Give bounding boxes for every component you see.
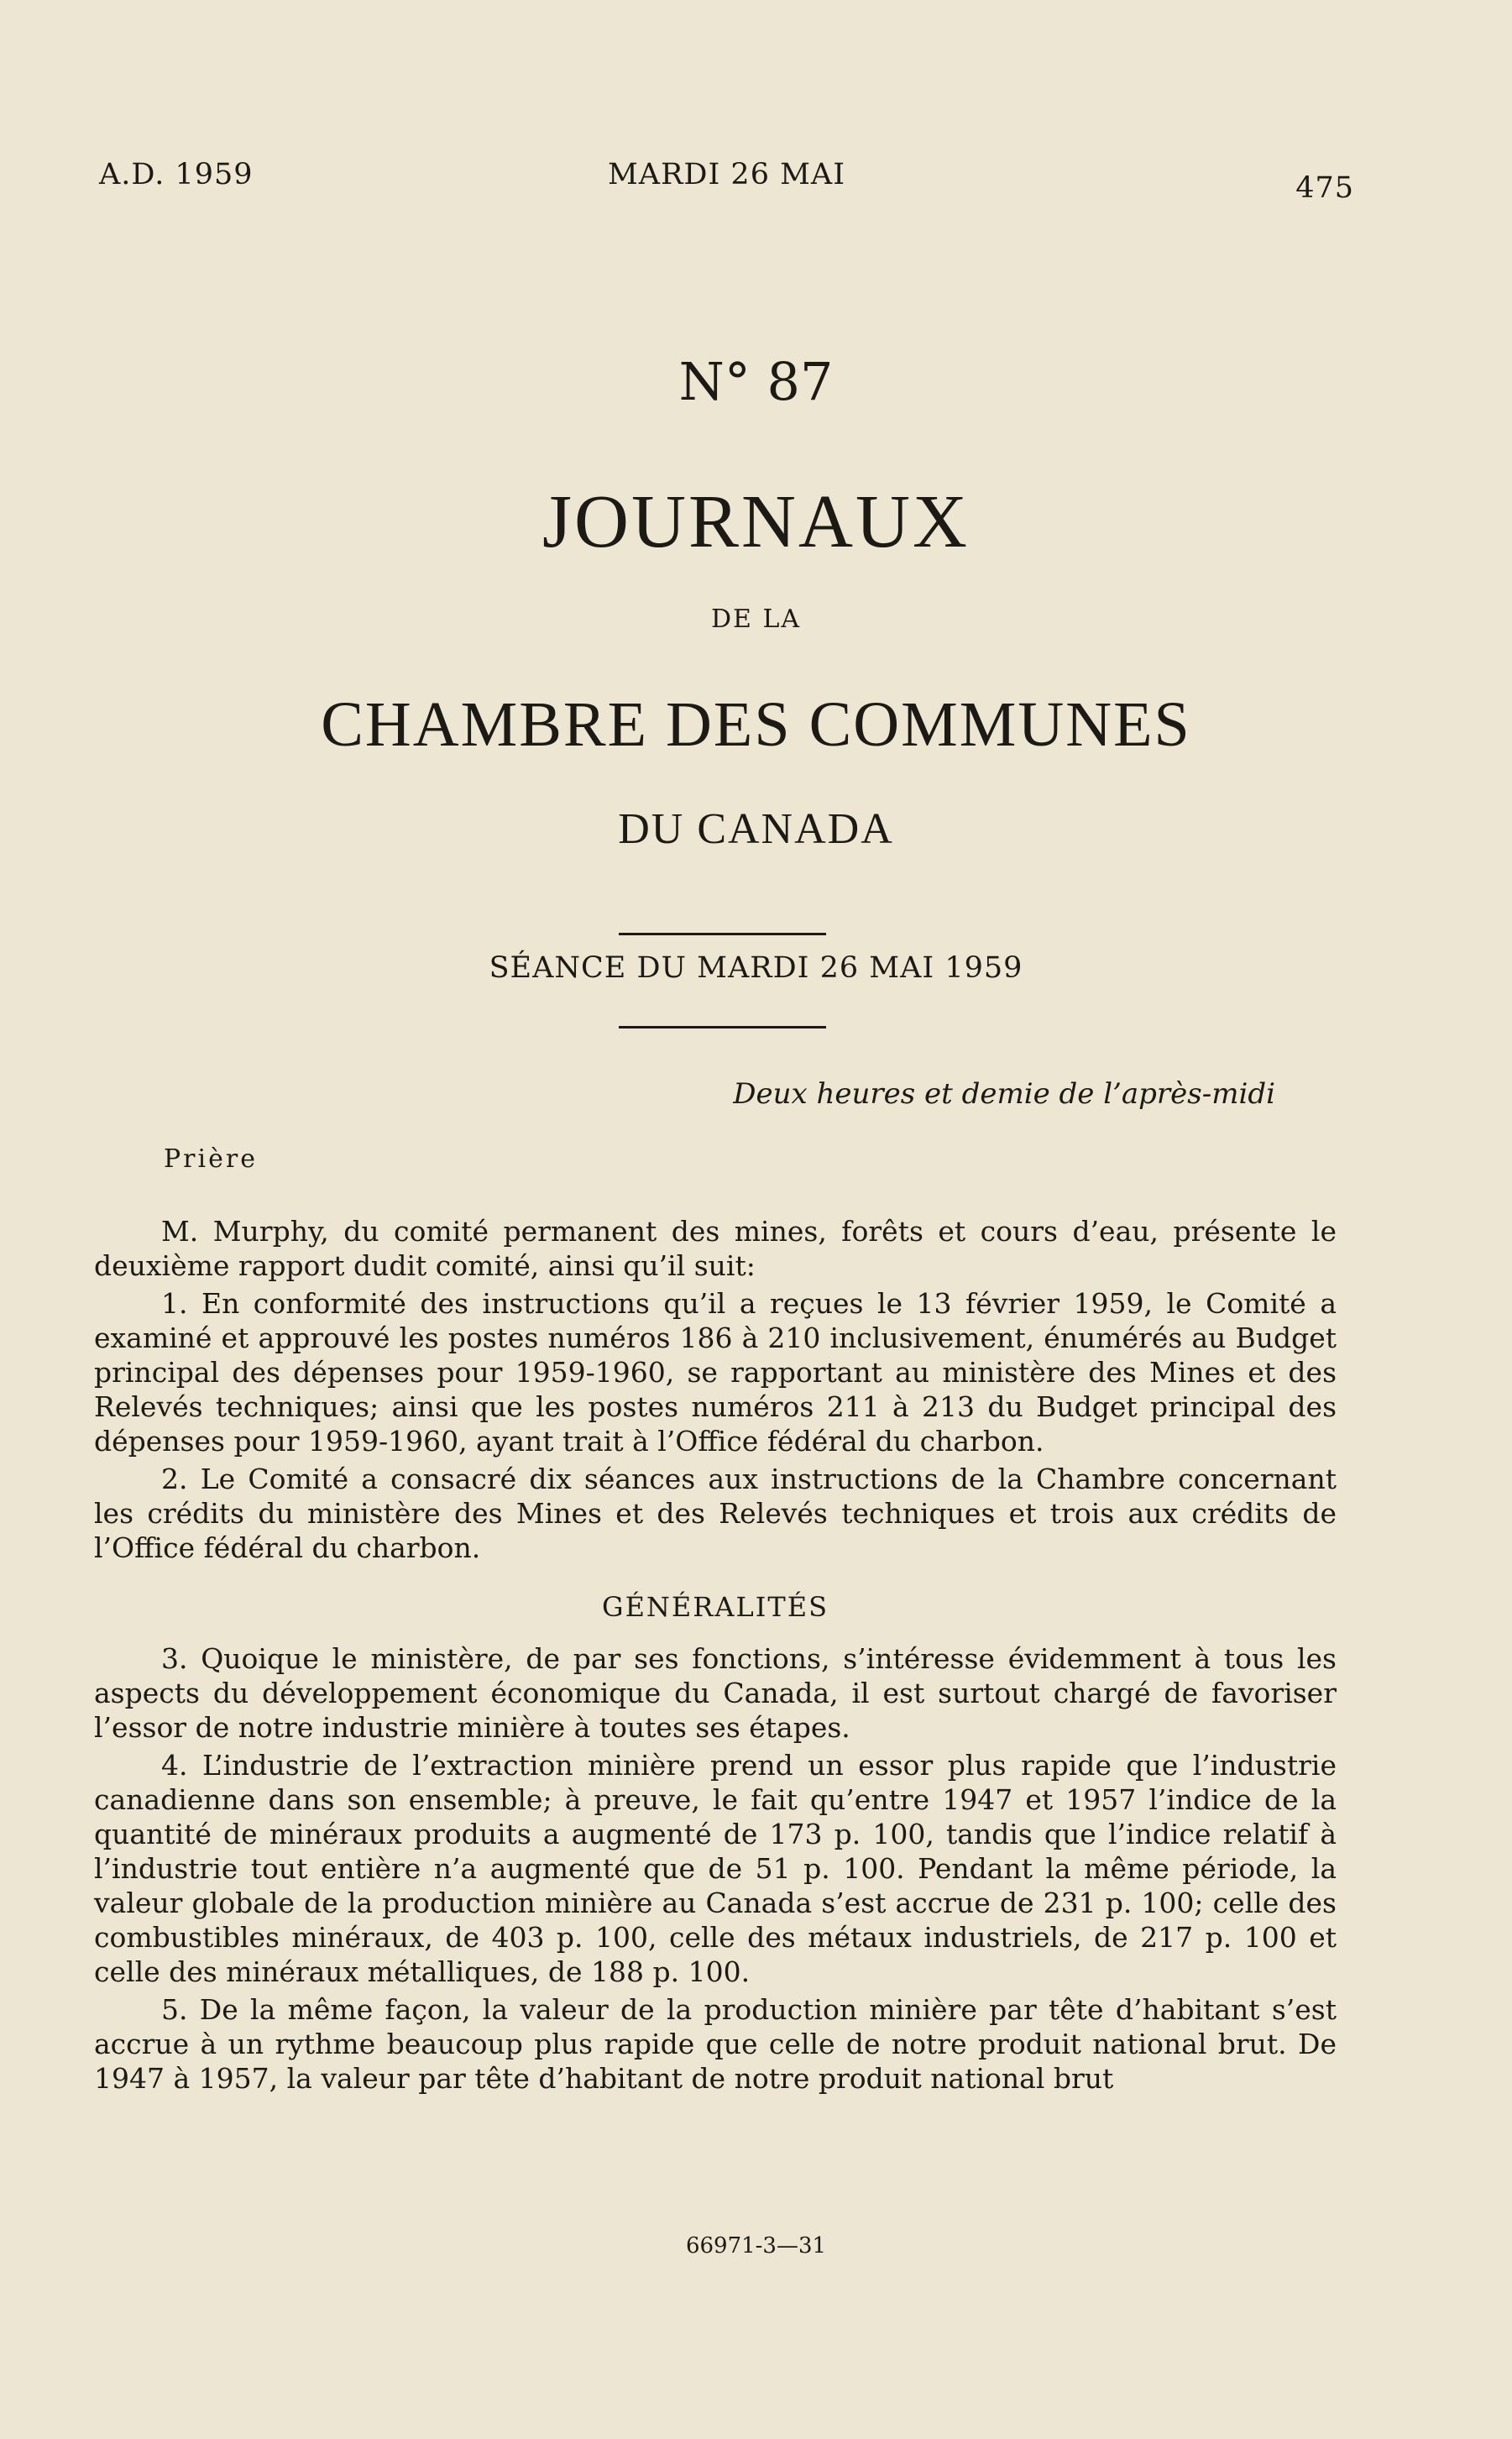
paragraph-1: 1. En conformité des instructions qu’il a reçues le 13 février 1959, le Comité a examiné et approuvé les postes numéros 186 à 210 inclusivement, énumérés au Budget principal des dépenses pour 1959-1960, se rapportant au ministère des Mines et des Relevés techniques; ainsi que les postes numéros 211 à 213 du Budget principal des dépenses pour 1959-1960, ayant trait à l’Office fédéral du charbon. (94, 1287, 1337, 1458)
prayer-heading: Prière (164, 1144, 258, 1174)
title-chambre: CHAMBRE DES COMMUNES (321, 689, 1191, 760)
header-year: A.D. 1959 (99, 158, 254, 191)
section-heading: GÉNÉRALITÉS (602, 1591, 829, 1623)
header-date: MARDI 26 MAI (607, 158, 846, 191)
paragraph-4: 4. L’industrie de l’extraction minière prend un essor plus rapide que l’industrie canadienne dans son ensemble; à preuve, le fait qu’entre 1947 et 1957 l’indice de la quantité de minéraux produits a augmenté de 173 p. 100, tandis que l’indice relatif à l’industrie tout entière n’a augmenté que de 51 p. 100. Pendant la même période, la valeur globale de la production minière au Canada s’est accrue de 231 p. 100; celle des combustibles minéraux, de 403 p. 100, celle des métaux industriels, de 217 p. 100 et celle des minéraux métalliques, de 188 p. 100. (94, 1749, 1337, 1988)
divider-bottom (619, 1026, 826, 1028)
paragraph-5: 5. De la même façon, la valeur de la production minière par tête d’habitant s’est accrue à un rythme beaucoup plus rapide que celle de notre produit national brut. De 1947 à 1957, la valeur par tête d’habitant de notre produit national brut (94, 1993, 1337, 2095)
page-number: 475 (1295, 171, 1354, 205)
sitting-heading: SÉANCE DU MARDI 26 MAI 1959 (489, 951, 1023, 985)
title-du-canada: DU CANADA (618, 805, 894, 853)
paragraph-2: 2. Le Comité a consacré dix séances aux instructions de la Chambre concernant les crédits du ministère des Mines et des Relevés techniques et trois aux crédits de l’Office fédéral du charbon. (94, 1463, 1337, 1564)
paragraph-intro: M. Murphy, du comité permanent des mines, forêts et cours d’eau, présente le deuxième rapport dudit comité, ainsi qu’il suit: (94, 1215, 1337, 1282)
sitting-time: Deux heures et demie de l’après-midi (733, 1077, 1275, 1111)
divider-top (619, 933, 826, 935)
paragraph-3: 3. Quoique le ministère, de par ses fonctions, s’intéresse évidemment à tous les aspects du développement économique du Canada, il est surtout chargé de favoriser l’essor de notre industrie minière à toutes ses étapes. (94, 1642, 1337, 1744)
journal-number: N° 87 (678, 351, 834, 412)
report-body (94, 1214, 1337, 2099)
print-reference: 66971-3—31 (685, 2233, 827, 2258)
title-de-la: DE LA (710, 605, 802, 634)
title-journaux: JOURNAUX (541, 480, 971, 563)
